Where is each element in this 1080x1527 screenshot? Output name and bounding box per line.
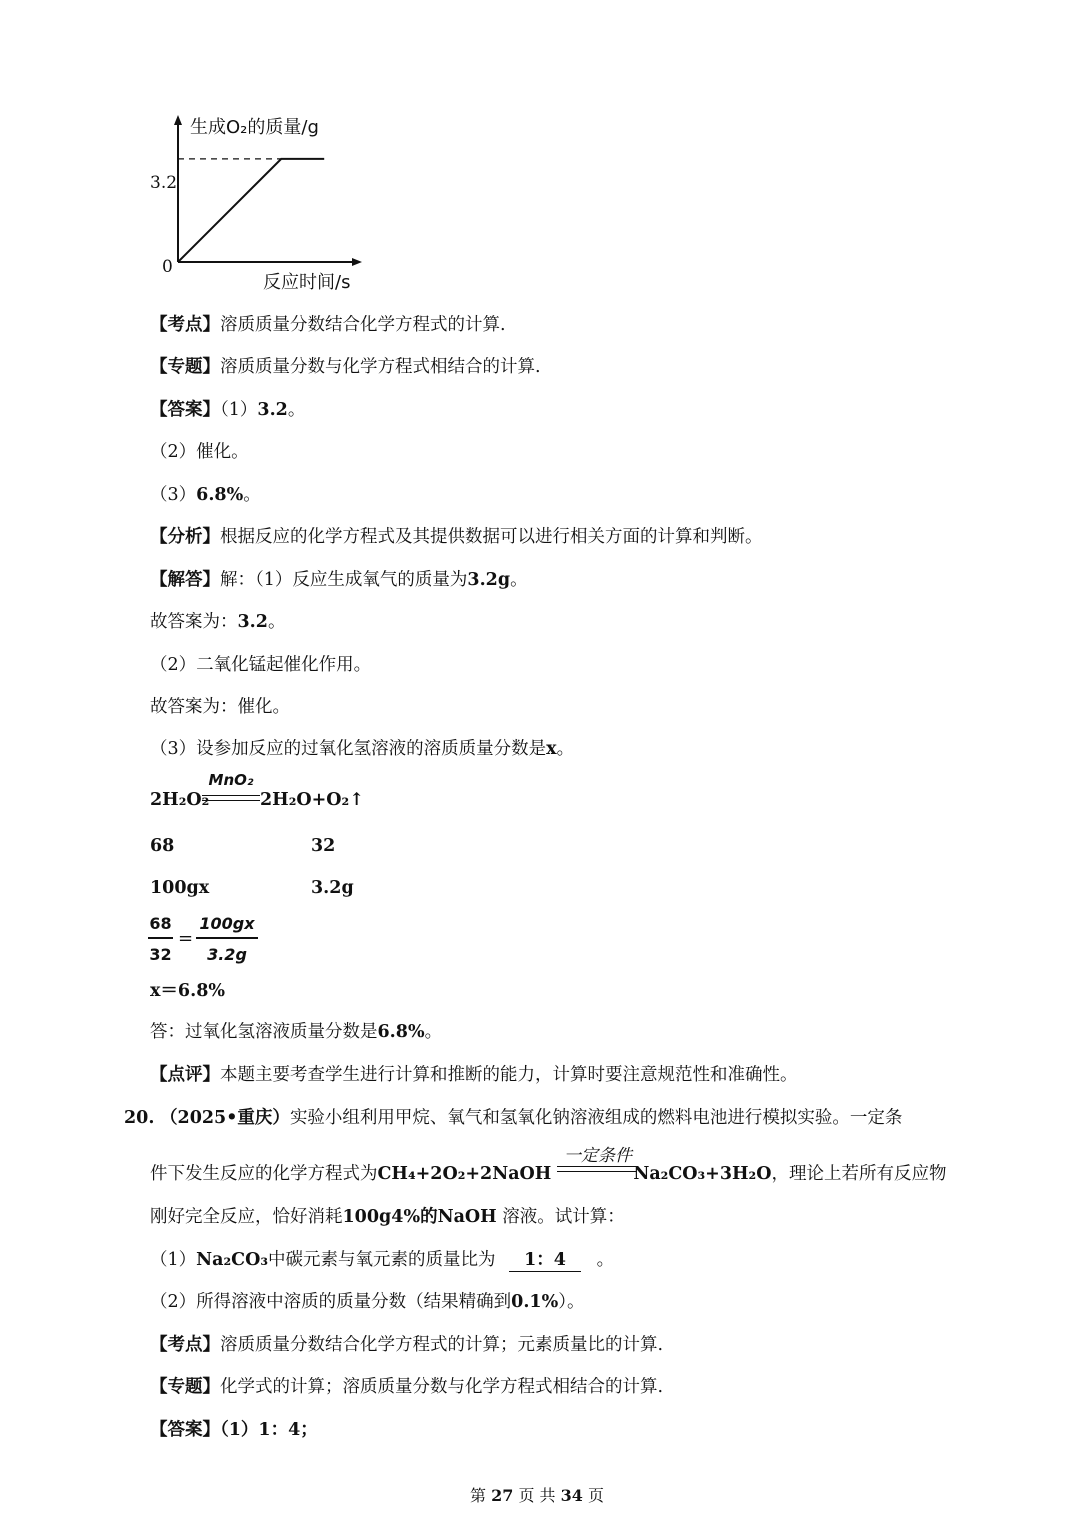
- answer-3: [150, 481, 261, 506]
- eq2-left: CH₄+2O₂+2NaOH: [377, 1164, 552, 1184]
- zhuanti-19: [150, 353, 541, 378]
- gu-answer-2: 故答案为：催化。: [150, 697, 290, 717]
- answer20-text: （1）1：4；: [220, 1420, 318, 1440]
- a3-v: 6.8%: [196, 485, 244, 505]
- page-footer: [470, 1483, 604, 1506]
- final-text: 答：过氧化氢溶液质量分数是: [150, 1022, 378, 1042]
- footer-c: 页: [588, 1486, 605, 1505]
- ratio-row1-a: 68: [150, 836, 175, 856]
- step-3: [150, 735, 574, 760]
- dianping-19: [150, 1061, 798, 1086]
- question-20-line3: [150, 1203, 625, 1228]
- jieda-v: 3.2g: [467, 570, 511, 590]
- gu1-end: 。: [267, 612, 286, 632]
- answer-end1: 。: [287, 400, 306, 420]
- eq1-right: 2H₂O+O₂↑: [260, 790, 364, 810]
- q20-line3b: 溶液。试计算：: [502, 1207, 625, 1227]
- s3-text: （3）设参加反应的过氧化氢溶液的溶质质量分数是: [150, 739, 547, 759]
- answer-p1: （1）: [220, 400, 258, 420]
- footer-total: 34: [560, 1486, 583, 1505]
- answer-v1: 3.2: [257, 400, 288, 420]
- chart-origin-label: 0: [162, 257, 173, 277]
- zhuanti-text: 溶质质量分数与化学方程式相结合的计算.: [220, 357, 541, 377]
- q20-line2b: ，理论上若所有反应物: [771, 1164, 947, 1184]
- question-source: （2025•重庆）: [160, 1108, 290, 1128]
- jieda-tag: 【解答】: [150, 570, 220, 590]
- final-end: 。: [424, 1022, 443, 1042]
- fraction-1-den: 32: [149, 944, 172, 964]
- a3-p: （3）: [150, 485, 197, 505]
- fenxi-text: 根据反应的化学方程式及其提供数据可以进行相关方面的计算和判断。: [220, 527, 763, 547]
- q20-line3a: 刚好完全反应，恰好消耗: [150, 1207, 343, 1227]
- chart-ytick-label: 3.2: [150, 173, 178, 193]
- dianping-text: 本题主要考查学生进行计算和推断的能力，计算时要注意规范性和准确性。: [220, 1065, 798, 1085]
- ratio-row2-b: 3.2g: [311, 878, 354, 898]
- eq1-condition: MnO₂: [208, 771, 254, 789]
- q20-line3v: 100g4%的NaOH: [342, 1207, 497, 1227]
- answer-19: [150, 396, 305, 421]
- q20-line2a: 件下发生反应的化学方程式为: [150, 1164, 378, 1184]
- question-number: 20.: [124, 1108, 155, 1128]
- dianping-tag: 【点评】: [150, 1065, 220, 1085]
- kaodian-text: 溶质质量分数结合化学方程式的计算.: [220, 315, 506, 335]
- a3-end: 。: [243, 485, 261, 505]
- footer-a: 第: [470, 1486, 487, 1505]
- zhuanti20-text: 化学式的计算；溶质质量分数与化学方程式相结合的计算.: [220, 1377, 664, 1397]
- fraction-2-bar: [196, 937, 258, 939]
- chart-series-line: [178, 159, 324, 262]
- final-answer-19: [150, 1018, 442, 1043]
- answer20-tag: 【答案】: [150, 1420, 220, 1440]
- q2-v: 0.1%: [511, 1292, 559, 1312]
- answer-tag: 【答案】: [150, 400, 220, 420]
- footer-b: 页 共: [518, 1486, 556, 1505]
- gu-answer-1: [150, 608, 285, 633]
- fraction-1: [148, 914, 173, 964]
- chart-ylabel: 生成O₂的质量/g: [190, 117, 319, 138]
- gu1-v: 3.2: [237, 612, 268, 632]
- fraction-1-bar: [148, 937, 173, 939]
- ratio-row1-b: 32: [311, 836, 336, 856]
- ratio-row2-a: 100gx: [150, 878, 210, 898]
- eq2-condition: 一定条件: [564, 1146, 632, 1166]
- q1-end: 。: [596, 1250, 615, 1270]
- gu1-text: 故答案为：: [150, 612, 238, 632]
- s3-end: 。: [556, 739, 575, 759]
- q20-line1-text: 实验小组利用甲烷、氧气和氢氧化钠溶液组成的燃料电池进行模拟实验。一定条: [289, 1108, 903, 1128]
- chart-x-axis-arrow: [352, 258, 362, 266]
- step-2: （2）二氧化锰起催化作用。: [150, 655, 372, 675]
- answer-2: （2）催化。: [150, 442, 249, 462]
- kaodian20-tag: 【考点】: [150, 1335, 220, 1355]
- zhuanti-20: [150, 1373, 663, 1398]
- zhuanti-tag: 【专题】: [150, 357, 220, 377]
- kaodian20-text: 溶质质量分数结合化学方程式的计算；元素质量比的计算.: [220, 1335, 664, 1355]
- answer-20: [150, 1416, 318, 1441]
- q2-a: （2）所得溶液中溶质的质量分数（结果精确到: [150, 1292, 512, 1312]
- fenxi-tag: 【分析】: [150, 527, 220, 547]
- jieda-19: [150, 566, 528, 591]
- eq1-left: 2H₂O₂: [150, 790, 210, 810]
- question-20-line1: [124, 1104, 902, 1129]
- final-v: 6.8%: [377, 1022, 425, 1042]
- zhuanti20-tag: 【专题】: [150, 1377, 220, 1397]
- kaodian-20: [150, 1331, 663, 1356]
- fraction-1-num: 68: [149, 914, 172, 933]
- eq2-equal-sign: [557, 1166, 637, 1172]
- chart-y-axis-arrow: [174, 115, 182, 125]
- jieda-text: 解：（1）反应生成氧气的质量为: [220, 570, 468, 590]
- fraction-2-num: 100gx: [199, 914, 255, 933]
- q1-chem: Na₂CO₃: [196, 1250, 268, 1270]
- q1-a: （1）: [150, 1250, 197, 1270]
- jieda-end: 。: [510, 570, 528, 590]
- kaodian-19: [150, 311, 506, 336]
- eq1-equal-sign: [202, 795, 260, 801]
- subquestion-2: [150, 1288, 584, 1313]
- s3-v: x: [546, 739, 557, 759]
- subquestion-1: [150, 1246, 614, 1272]
- fraction-equal: =: [178, 928, 194, 949]
- question-20-line2: [150, 1160, 946, 1185]
- fenxi-19: [150, 523, 763, 548]
- chart-xlabel: 反应时间/s: [263, 272, 351, 293]
- q1-answer-blank: 1：4: [509, 1246, 581, 1272]
- fraction-2: [196, 914, 258, 964]
- footer-page: 27: [491, 1486, 514, 1505]
- x-result: x＝6.8%: [150, 981, 226, 1001]
- kaodian-tag: 【考点】: [150, 315, 220, 335]
- q1-b: 中碳元素与氧元素的质量比为: [267, 1250, 496, 1270]
- q2-end: ）。: [558, 1292, 585, 1312]
- fraction-2-den: 3.2g: [207, 944, 247, 964]
- eq2-right: Na₂CO₃+3H₂O: [633, 1164, 772, 1184]
